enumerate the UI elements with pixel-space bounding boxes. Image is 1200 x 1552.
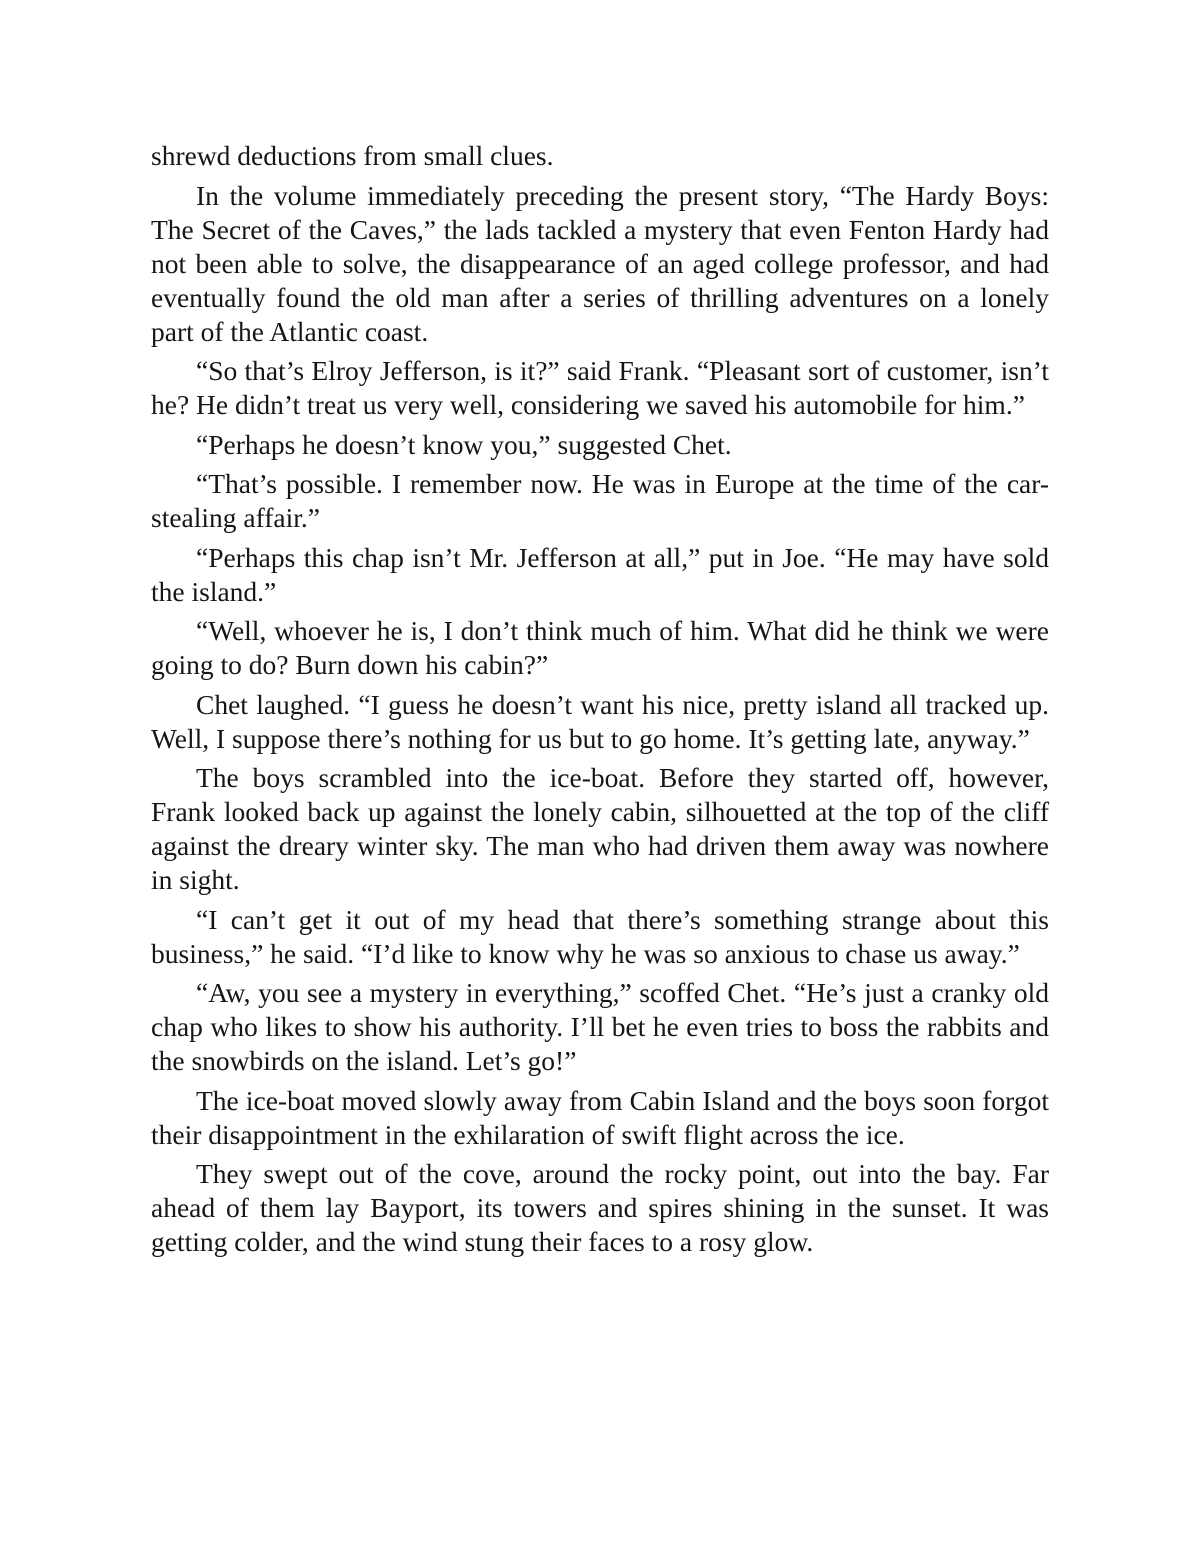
page-body [151, 139, 1049, 1265]
paragraph: The ice-boat moved slowly away from Cabin Island and the boys soon forgot their disappointment in the exhilaration of swift flight across the ice. [151, 1084, 1049, 1150]
paragraph: “Perhaps he doesn’t know you,” suggested Chet. [196, 428, 732, 460]
paragraph: Chet laughed. “I guess he doesn’t want his nice, pretty island all tracked up. Well, I suppose there’s nothing for us but to go home. It’s getting late, anyway.” [151, 688, 1049, 754]
paragraph: In the volume immediately preceding the present story, “The Hardy Boys: The Secret of the Caves,” the lads tackled a mystery that even Fenton Hardy had not been able to solve, the disappearance of an aged college professor, and had eventually found the old man after a series of thrilling adventures on a lonely part of the Atlantic coast. [151, 179, 1049, 347]
paragraph: “Well, whoever he is, I don’t think much of him. What did he think we were going to do? Burn down his cabin?” [151, 615, 1049, 680]
paragraph: “Aw, you see a mystery in everything,” scoffed Chet. “He’s just a cranky old chap who likes to show his authority. I’ll bet he even tries to boss the rabbits and the snowbirds on the island. Let’s go!” [151, 977, 1049, 1076]
paragraph: “Perhaps this chap isn’t Mr. Jefferson at all,” put in Joe. “He may have sold the island.” [151, 541, 1049, 607]
paragraph: “So that’s Elroy Jefferson, is it?” said Frank. “Pleasant sort of customer, isn’t he? He didn’t treat us very well, considering we saved his automobile for him.” [151, 355, 1049, 420]
paragraph-continuation: shrewd deductions from small clues. [151, 140, 554, 171]
paragraph: The boys scrambled into the ice-boat. Before they started off, however, Frank looked back up against the lonely cabin, silhouetted at the top of the cliff against the dreary winter sky. The man who had driven them away was nowhere in sight. [151, 762, 1049, 895]
paragraph: “That’s possible. I remember now. He was in Europe at the time of the car-stealing affair.” [151, 468, 1049, 533]
paragraph: They swept out of the cove, around the rocky point, out into the bay. Far ahead of them lay Bayport, its towers and spires shining in the sunset. It was getting colder, and the wind stung their faces to a rosy glow. [151, 1158, 1049, 1257]
paragraph: “I can’t get it out of my head that there’s something strange about this business,” he said. “I’d like to know why he was so anxious to chase us away.” [151, 903, 1049, 969]
